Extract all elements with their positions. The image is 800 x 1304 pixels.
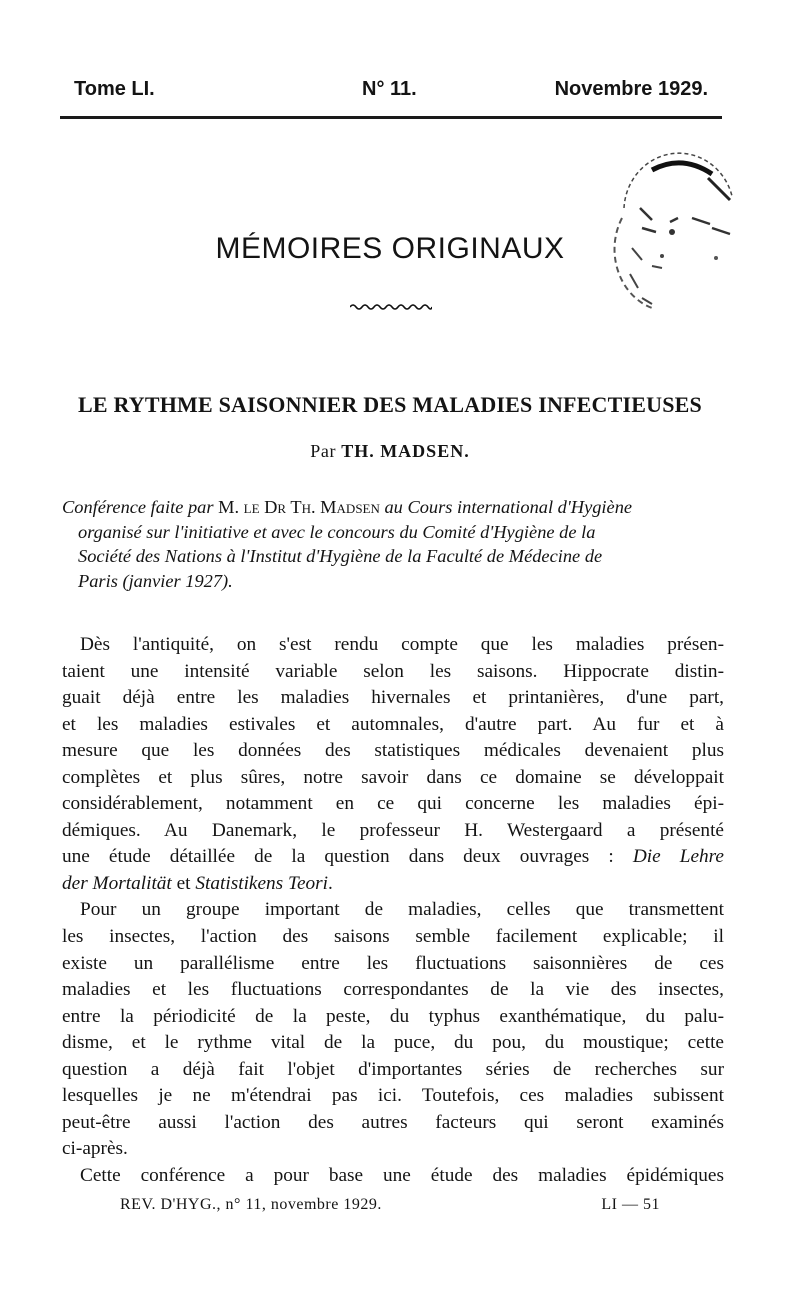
body-line: Cette conférence a pour base une étude des maladies épidémiques <box>80 1164 724 1186</box>
body-line: une étude détaillée de la question dans deux ouvrages : Die Lehre <box>62 846 724 868</box>
speaker-name: M. le Dr Th. Madsen <box>218 497 380 517</box>
issue-number: N° 11. <box>362 78 417 100</box>
body-line: lesquelles je ne m'étendrai pas ici. Toutefois, ces maladies subissent <box>62 1085 724 1107</box>
body-line: mesure que les données des statistiques médicales devenaient plus <box>62 740 724 762</box>
body-line: maladies et les fluctuations correspondantes de la vie des insectes, <box>62 979 724 1001</box>
body-line: peut-être aussi l'action des autres facteurs qui seront examinés <box>62 1111 724 1133</box>
section-title: MÉMOIRES ORIGINAUX <box>215 232 565 265</box>
body-line: der Mortalität et Statistikens Teori. <box>62 872 333 894</box>
volume-label: Tome LI. <box>74 78 155 100</box>
byline-prefix: Par <box>310 441 342 461</box>
abstract-line: Société des Nations à l'Institut d'Hygiène de la Faculté de Médecine de <box>78 546 603 566</box>
byline <box>0 441 780 462</box>
body-line: question a déjà fait l'objet d'importantes séries de recherches sur <box>62 1058 724 1080</box>
body-line: démiques. Au Danemark, le professeur H. Westergaard a présenté <box>62 819 724 841</box>
body-line: taient une intensité variable selon les saisons. Hippocrate distin- <box>62 660 724 682</box>
body-line: considérablement, notamment en ce qui concerne les maladies épi- <box>62 793 724 815</box>
ornament-divider-icon <box>350 302 432 312</box>
body-text <box>62 632 724 1189</box>
journal-citation: REV. D'HYG., n° 11, novembre 1929. <box>120 1196 382 1213</box>
abstract-line: organisé sur l'initiative et avec le concours du Comité d'Hygiène de la <box>78 521 596 542</box>
body-line: disme, et le rythme vital de la puce, du pou, du moustique; cette <box>62 1032 724 1054</box>
abstract-line: Paris (janvier 1927). <box>78 570 233 591</box>
cited-work-title: Statistikens Teori <box>195 872 329 894</box>
page-signature: LI — 51 <box>601 1196 660 1213</box>
article-title: LE RYTHME SAISONNIER DES MALADIES INFECTIEUSES <box>78 392 702 417</box>
body-line: les insectes, l'action des saisons semble facilement explicable; il <box>62 926 724 948</box>
abstract-line: Conférence faite par M. le Dr Th. Madsen au Cours international d'Hygiène <box>62 497 633 517</box>
body-line: ci-après. <box>62 1138 128 1160</box>
cited-work-title: der Mortalität <box>62 872 172 894</box>
body-line: complètes et plus sûres, notre savoir dans ce domaine se développait <box>62 766 724 788</box>
cited-work-title: Die Lehre <box>632 846 724 868</box>
author-name: TH. MADSEN. <box>341 441 470 461</box>
conference-note <box>62 495 730 593</box>
running-footer <box>120 1196 660 1218</box>
issue-date: Novembre 1929. <box>554 78 708 100</box>
body-line: guait déjà entre les maladies hivernales et printanières, d'une part, <box>62 687 724 709</box>
body-line: existe un parallélisme entre les fluctuations saisonnières de ces <box>62 952 724 974</box>
body-line: entre la périodicité de la peste, du typhus exanthématique, du palu- <box>62 1005 724 1027</box>
body-line: Dès l'antiquité, on s'est rendu compte que les maladies présen- <box>80 634 724 655</box>
running-header <box>60 78 720 108</box>
body-line: et les maladies estivales et automnales, d'autre part. Au fur et à <box>62 713 724 735</box>
header-rule <box>60 116 722 119</box>
body-line: Pour un groupe important de maladies, celles que transmettent <box>80 899 724 921</box>
